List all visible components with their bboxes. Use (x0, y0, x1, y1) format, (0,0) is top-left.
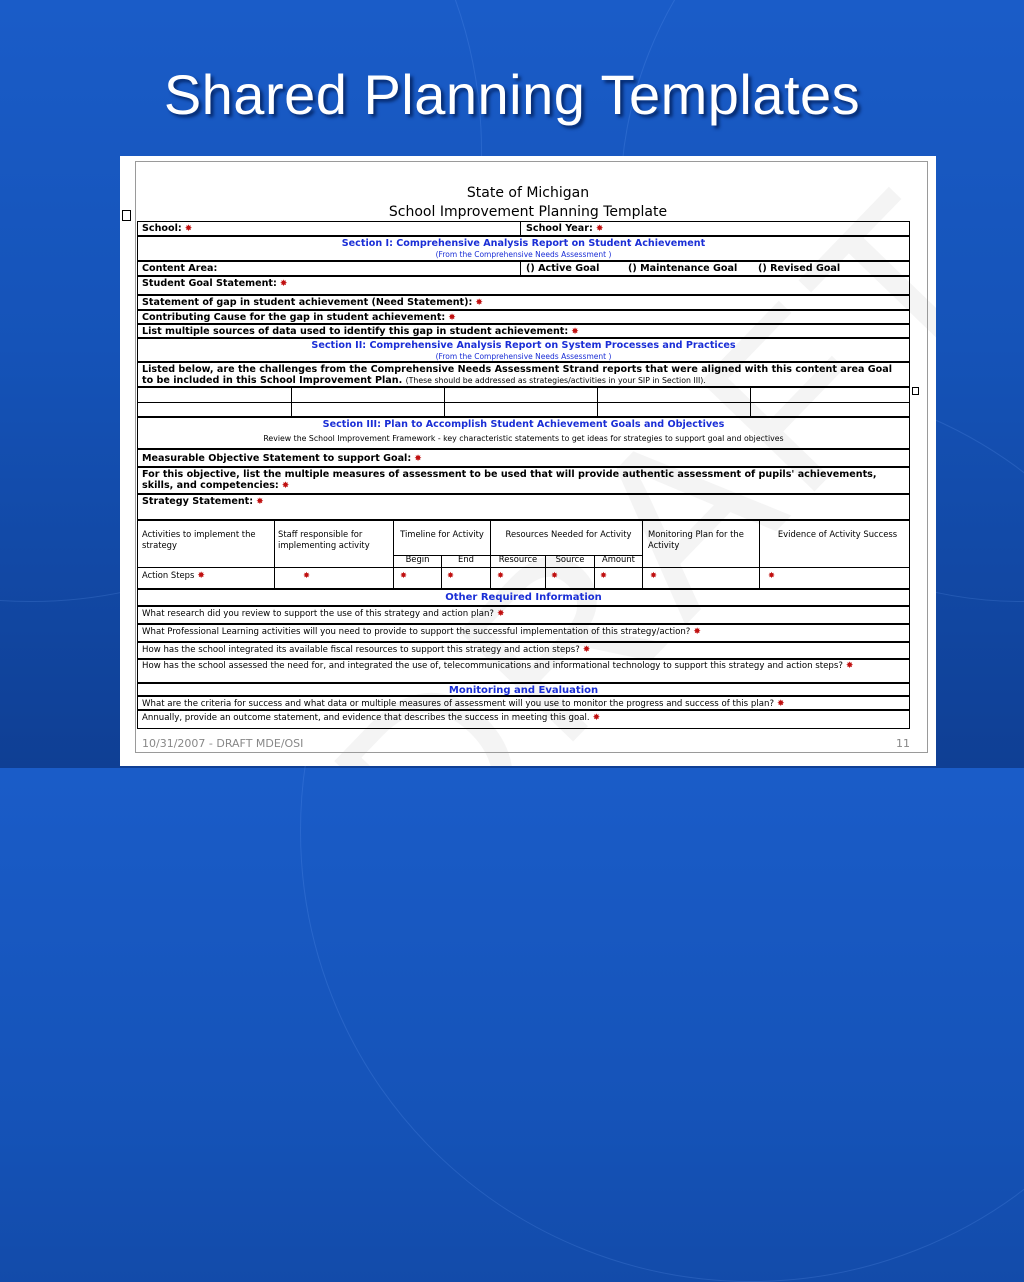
footer-date: 10/31/2007 - DRAFT MDE/OSI (142, 737, 304, 750)
other-info-title: Other Required Information (445, 592, 602, 603)
student-goal-label: Student Goal Statement: (142, 278, 277, 289)
required-marker-icon: ✸ (414, 454, 422, 464)
divider (597, 388, 598, 416)
gap-label: Statement of gap in student achievement (Need Statement): (142, 297, 473, 308)
section1-header (137, 236, 910, 261)
goal-option-revised[interactable]: () Revised Goal (758, 263, 841, 274)
required-marker-icon: ✸ (571, 327, 579, 337)
sources-row (137, 324, 910, 338)
divider (444, 388, 445, 416)
criteria-question: What are the criteria for success and what data or multiple measures of assessment will you use to monitor the progress and success of this plan? (142, 699, 775, 709)
challenges-text: Listed below, are the challenges from the Comprehensive Needs Assessment Strand reports that were aligned with this content area Goal to be included in this School Improvement Plan. (142, 364, 893, 386)
section3-subtitle: Review the School Improvement Framework - key characteristic statements to get ideas for strategies to support goal and objectives (263, 434, 784, 443)
other-info-header (137, 589, 910, 606)
challenges-note: (These should be addressed as strategies/activities in your SIP in Section III). (405, 376, 706, 385)
required-marker-icon: ✸ (197, 571, 205, 581)
research-question: What research did you review to support the use of this strategy and action plan? (142, 609, 494, 619)
professional-learning-row (137, 624, 910, 642)
divider (291, 388, 292, 416)
student-goal-row (137, 276, 910, 295)
divider (594, 555, 595, 588)
divider (138, 567, 909, 568)
grid-col-resources: Resources Needed for Activity (505, 529, 632, 539)
fiscal-question: How has the school integrated its available fiscal resources to support this strategy and action steps? (142, 645, 580, 655)
cause-label: Contributing Cause for the gap in student achievement: (142, 312, 446, 323)
section2-header (137, 338, 910, 362)
grid-col-timeline: Timeline for Activity (400, 529, 484, 539)
school-row (137, 221, 910, 236)
strategy-row (137, 494, 910, 520)
template-document (120, 156, 936, 766)
required-marker-icon: ✸ (592, 713, 601, 723)
challenges-row (137, 362, 910, 387)
required-marker-icon: ✸ (281, 481, 290, 491)
outcome-question: Annually, provide an outcome statement, and evidence that describes the success in meeting this goal. (142, 713, 590, 723)
goal-option-maintenance[interactable]: () Maintenance Goal (628, 263, 738, 274)
strategy-label: Strategy Statement: (142, 496, 254, 507)
resize-handle[interactable] (912, 387, 919, 395)
monitoring-header (137, 683, 910, 696)
required-marker-icon: ✸ (279, 279, 288, 289)
required-marker-icon: ✸ (497, 609, 505, 619)
fiscal-row (137, 642, 910, 659)
technology-row (137, 659, 910, 683)
divider (138, 402, 909, 403)
required-marker-icon: ✸ (600, 570, 608, 580)
grid-col-staff: Staff responsible for implementing activity (278, 529, 370, 550)
grid-col-activities: Activities to implement the strategy (142, 529, 256, 550)
section3-title: Section III: Plan to Accomplish Student Achievement Goals and Objectives (322, 419, 725, 430)
required-marker-icon: ✸ (845, 661, 854, 671)
activity-grid (137, 520, 910, 589)
divider (545, 555, 546, 588)
required-marker-icon: ✸ (650, 570, 658, 580)
section1-title: Section I: Comprehensive Analysis Report on Student Achievement (341, 238, 706, 249)
slide-title: Shared Planning Templates (163, 63, 861, 126)
grid-col-evidence: Evidence of Activity Success (777, 529, 898, 539)
grid-sub-source: Source (555, 554, 585, 564)
required-marker-icon: ✸ (582, 645, 591, 655)
required-marker-icon: ✸ (475, 298, 483, 308)
grid-action-steps (142, 570, 205, 582)
required-marker-icon: ✸ (184, 224, 193, 234)
required-marker-icon: ✸ (256, 497, 264, 507)
required-marker-icon: ✸ (693, 627, 701, 637)
challenges-grid (137, 387, 910, 417)
action-steps-label: Action Steps (142, 570, 195, 580)
sources-label: List multiple sources of data used to identify this gap in student achievement: (142, 326, 569, 337)
section2-subtitle: (From the Comprehensive Needs Assessment ) (435, 352, 612, 361)
required-marker-icon: ✸ (777, 699, 785, 709)
school-label: School: (142, 223, 182, 234)
divider (520, 222, 521, 235)
divider (750, 388, 751, 416)
required-marker-icon: ✸ (400, 570, 408, 580)
outcome-row (137, 710, 910, 729)
page-number: 11 (896, 737, 910, 750)
criteria-row (137, 696, 910, 710)
grid-col-monitoring: Monitoring Plan for the Activity (648, 529, 744, 550)
required-marker-icon: ✸ (448, 313, 456, 323)
grid-sub-resource: Resource (498, 554, 538, 564)
doc-header-state: State of Michigan (466, 185, 590, 201)
measures-label: For this objective, list the multiple measures of assessment to be used that will provide authentic assessment of pupils' achievements, skills, and competencies: (142, 469, 877, 491)
content-area-label: Content Area: (142, 263, 218, 274)
required-marker-icon: ✸ (768, 570, 776, 580)
required-marker-icon: ✸ (551, 570, 559, 580)
objective-label: Measurable Objective Statement to support Goal: (142, 453, 412, 464)
divider (642, 521, 643, 588)
divider (393, 555, 642, 556)
section1-subtitle: (From the Comprehensive Needs Assessment ) (435, 250, 612, 259)
content-area-row (137, 261, 910, 276)
grid-sub-amount: Amount (602, 554, 635, 564)
divider (520, 262, 521, 275)
technology-question: How has the school assessed the need for, and integrated the use of, telecommunications and informational technology to support this strategy and action steps? (142, 661, 843, 671)
required-marker-icon: ✸ (497, 570, 505, 580)
school-year-label: School Year: (526, 223, 593, 234)
gap-row (137, 295, 910, 310)
monitoring-title: Monitoring and Evaluation (448, 685, 599, 696)
divider (274, 521, 275, 588)
grid-sub-end: End (458, 554, 474, 564)
professional-learning-question: What Professional Learning activities will you need to provide to support the successful implementation of this strategy/action? (142, 627, 691, 637)
goal-option-active[interactable]: () Active Goal (526, 263, 600, 274)
required-marker-icon: ✸ (303, 570, 311, 580)
divider (441, 555, 442, 588)
cause-row (137, 310, 910, 324)
grid-sub-begin: Begin (405, 554, 430, 564)
section3-header (137, 417, 910, 449)
required-marker-icon: ✸ (595, 224, 604, 234)
research-row (137, 606, 910, 624)
required-marker-icon: ✸ (447, 570, 455, 580)
section2-title: Section II: Comprehensive Analysis Report on System Processes and Practices (311, 340, 736, 351)
divider (759, 521, 760, 588)
doc-header-title: School Improvement Planning Template (388, 204, 668, 220)
objective-row (137, 449, 910, 467)
measures-row (137, 467, 910, 494)
